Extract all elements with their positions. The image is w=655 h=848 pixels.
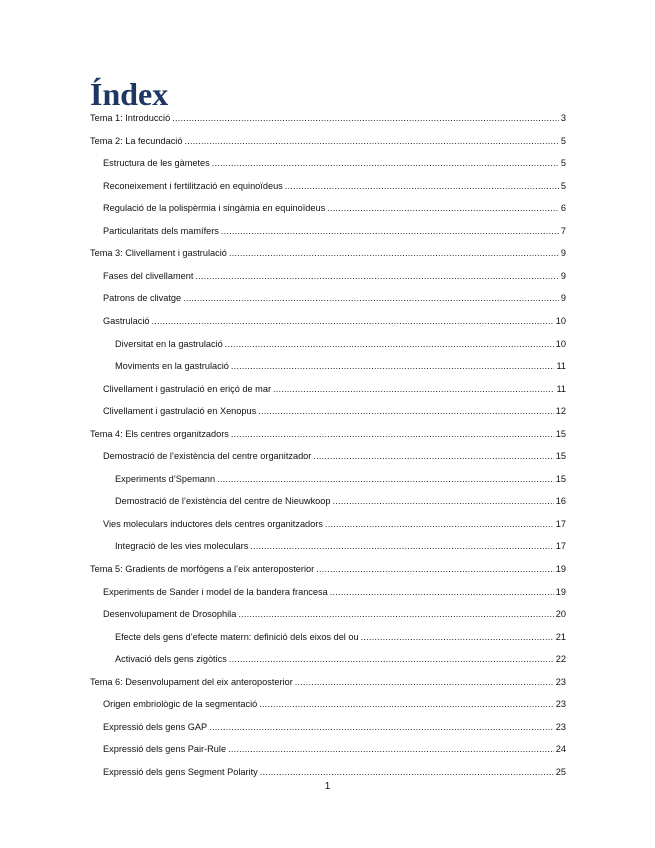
toc-entry-title: Activació dels gens zigòtics bbox=[115, 654, 227, 665]
toc-entry-title: Tema 3: Clivellament i gastrulació bbox=[90, 248, 227, 259]
toc-dot-leader bbox=[195, 268, 558, 284]
toc-dot-leader bbox=[259, 696, 554, 712]
toc-dot-leader bbox=[229, 651, 554, 667]
toc-dot-leader bbox=[273, 381, 554, 397]
toc-entry[interactable] bbox=[90, 155, 566, 171]
toc-entry-page: 15 bbox=[555, 451, 566, 462]
toc-dot-leader bbox=[325, 516, 554, 532]
toc-entry-title: Tema 1: Introducció bbox=[90, 113, 171, 123]
toc-entry[interactable] bbox=[90, 606, 566, 622]
toc-dot-leader bbox=[313, 448, 553, 464]
toc-entry-title: Gastrulació bbox=[103, 315, 150, 326]
toc-entry-page: 12 bbox=[555, 406, 566, 417]
toc-entry[interactable] bbox=[90, 110, 566, 126]
toc-entry-title: Fases del clivellament bbox=[103, 270, 194, 281]
toc-entry-page: 5 bbox=[560, 135, 566, 146]
toc-entry-page: 17 bbox=[555, 541, 566, 552]
toc-entry-title: Efecte dels gens d’efecte matern: definició dels eixos del ou bbox=[115, 631, 359, 642]
toc-entry-page: 23 bbox=[555, 676, 566, 687]
toc-dot-leader bbox=[316, 561, 554, 577]
toc-dot-leader bbox=[212, 155, 559, 171]
toc-dot-leader bbox=[333, 493, 554, 509]
toc-entry[interactable] bbox=[90, 764, 566, 780]
toc-dot-leader bbox=[231, 358, 555, 374]
toc-dot-leader bbox=[361, 629, 554, 645]
toc-entry-title: Clivellament i gastrulació en Xenopus bbox=[103, 406, 257, 417]
toc-entry-title: Particularitats dels mamífers bbox=[103, 225, 219, 236]
page-number: 1 bbox=[324, 781, 331, 792]
toc-entry[interactable] bbox=[90, 741, 566, 757]
toc-entry[interactable] bbox=[90, 223, 566, 239]
toc-entry-title: Regulació de la polispèrmia i singàmia en equinoïdeus bbox=[103, 203, 326, 214]
toc-entry-page: 11 bbox=[556, 361, 566, 372]
toc-entry[interactable] bbox=[90, 133, 566, 149]
toc-entry-page: 25 bbox=[555, 766, 566, 777]
toc-dot-leader bbox=[295, 674, 554, 690]
toc-entry-title: Tema 4: Els centres organitzadors bbox=[90, 428, 229, 439]
toc-entry-title: Expressió dels gens Pair-Rule bbox=[103, 744, 227, 755]
toc-entry-page: 9 bbox=[560, 248, 566, 259]
toc-entry[interactable] bbox=[90, 358, 566, 374]
toc-dot-leader bbox=[231, 426, 554, 442]
toc-entry-title: Tema 6: Desenvolupament del eix anteroposterior bbox=[90, 676, 293, 687]
toc-entry-page: 20 bbox=[555, 609, 566, 620]
toc-entry-title: Origen embriològic de la segmentació bbox=[103, 699, 258, 710]
toc-entry-page: 17 bbox=[555, 518, 566, 529]
toc-entry-page: 23 bbox=[555, 721, 566, 732]
toc-entry[interactable] bbox=[90, 245, 566, 261]
toc-entry-page: 16 bbox=[555, 496, 566, 507]
toc-entry[interactable] bbox=[90, 719, 566, 735]
toc-entry-page: 5 bbox=[560, 180, 566, 191]
toc-entry[interactable] bbox=[90, 561, 566, 577]
toc-entry-page: 6 bbox=[560, 203, 566, 214]
toc-entry-title: Experiments d’Spemann bbox=[115, 473, 216, 484]
toc-entry[interactable] bbox=[90, 313, 566, 329]
toc-entry[interactable] bbox=[90, 674, 566, 690]
toc-dot-leader bbox=[260, 764, 554, 780]
toc-entry[interactable] bbox=[90, 178, 566, 194]
toc-entry-title: Estructura de les gàmetes bbox=[103, 158, 210, 169]
toc-entry[interactable] bbox=[90, 381, 566, 397]
toc-entry-page: 9 bbox=[560, 270, 566, 281]
toc-entry[interactable] bbox=[90, 493, 566, 509]
toc-entry[interactable] bbox=[90, 426, 566, 442]
toc-dot-leader bbox=[250, 538, 553, 554]
toc-entry-page: 5 bbox=[560, 158, 566, 169]
toc-entry-title: Expressió dels gens GAP bbox=[103, 721, 208, 732]
toc-dot-leader bbox=[228, 741, 554, 757]
toc-entry[interactable] bbox=[90, 516, 566, 532]
toc-dot-leader bbox=[183, 290, 559, 306]
toc-entry-page: 19 bbox=[555, 586, 566, 597]
toc-dot-leader bbox=[225, 336, 554, 352]
toc-dot-leader bbox=[209, 719, 554, 735]
toc-entry-page: 11 bbox=[556, 383, 566, 394]
toc-entry-page: 23 bbox=[555, 699, 566, 710]
toc-entry-page: 3 bbox=[560, 113, 566, 123]
toc-entry-title: Demostració de l’existència del centre de Nieuwkoop bbox=[115, 496, 331, 507]
toc-entry-page: 24 bbox=[555, 744, 566, 755]
page-title: Índex bbox=[90, 76, 169, 112]
toc-entry-title: Reconeixement i fertilització en equinoïdeus bbox=[103, 180, 283, 191]
toc-dot-leader bbox=[221, 223, 559, 239]
toc-entry[interactable] bbox=[90, 538, 566, 554]
toc-entry-title: Patrons de clivatge bbox=[103, 293, 182, 304]
toc-dot-leader bbox=[217, 471, 554, 487]
toc-entry[interactable] bbox=[90, 651, 566, 667]
toc-entry-page: 10 bbox=[555, 315, 566, 326]
toc-entry-title: Desenvolupament de Drosophila bbox=[103, 609, 237, 620]
toc-dot-leader bbox=[285, 178, 559, 194]
toc-entry-page: 15 bbox=[555, 428, 566, 439]
toc-entry-title: Moviments en la gastrulació bbox=[115, 361, 229, 372]
toc-entry-page: 9 bbox=[560, 293, 566, 304]
toc-entry-page: 10 bbox=[555, 338, 566, 349]
toc-dot-leader bbox=[229, 245, 559, 261]
toc-entry[interactable] bbox=[90, 403, 566, 419]
toc-entry-title: Demostració de l’existència del centre organitzador bbox=[103, 451, 312, 462]
toc-dot-leader bbox=[238, 606, 553, 622]
toc-entry[interactable] bbox=[90, 584, 566, 600]
toc-dot-leader bbox=[327, 200, 559, 216]
toc-entry-page: 7 bbox=[560, 225, 566, 236]
toc-entry[interactable] bbox=[90, 336, 566, 352]
toc-dot-leader bbox=[184, 133, 558, 149]
toc-entry-page: 22 bbox=[555, 654, 566, 665]
toc-entry[interactable] bbox=[90, 290, 566, 306]
toc-entry-title: Expressió dels gens Segment Polarity bbox=[103, 766, 258, 777]
toc-dot-leader bbox=[172, 110, 559, 126]
toc-entry[interactable] bbox=[90, 471, 566, 487]
toc-dot-leader bbox=[330, 584, 554, 600]
toc-entry-page: 21 bbox=[555, 631, 566, 642]
toc-entry-title: Experiments de Sander i model de la bandera francesa bbox=[103, 586, 328, 597]
toc-entry[interactable] bbox=[90, 696, 566, 712]
toc-dot-leader bbox=[258, 403, 554, 419]
toc-entry-page: 19 bbox=[555, 564, 566, 574]
toc-entry-title: Tema 2: La fecundació bbox=[90, 135, 183, 146]
toc-dot-leader bbox=[151, 313, 553, 329]
toc-entry[interactable] bbox=[90, 268, 566, 284]
toc-entry-title: Tema 5: Gradients de morfògens a l’eix anteroposterior bbox=[90, 564, 315, 574]
toc-entry[interactable] bbox=[90, 448, 566, 464]
toc-entry-page: 15 bbox=[555, 473, 566, 484]
toc-entry-title: Diversitat en la gastrulació bbox=[115, 338, 223, 349]
toc-entry-title: Vies moleculars inductores dels centres organitzadors bbox=[103, 518, 323, 529]
toc-entry[interactable] bbox=[90, 629, 566, 645]
toc-entry-title: Clivellament i gastrulació en eriçó de mar bbox=[103, 383, 271, 394]
toc-entry[interactable] bbox=[90, 200, 566, 216]
toc-entry-title: Integració de les vies moleculars bbox=[115, 541, 249, 552]
